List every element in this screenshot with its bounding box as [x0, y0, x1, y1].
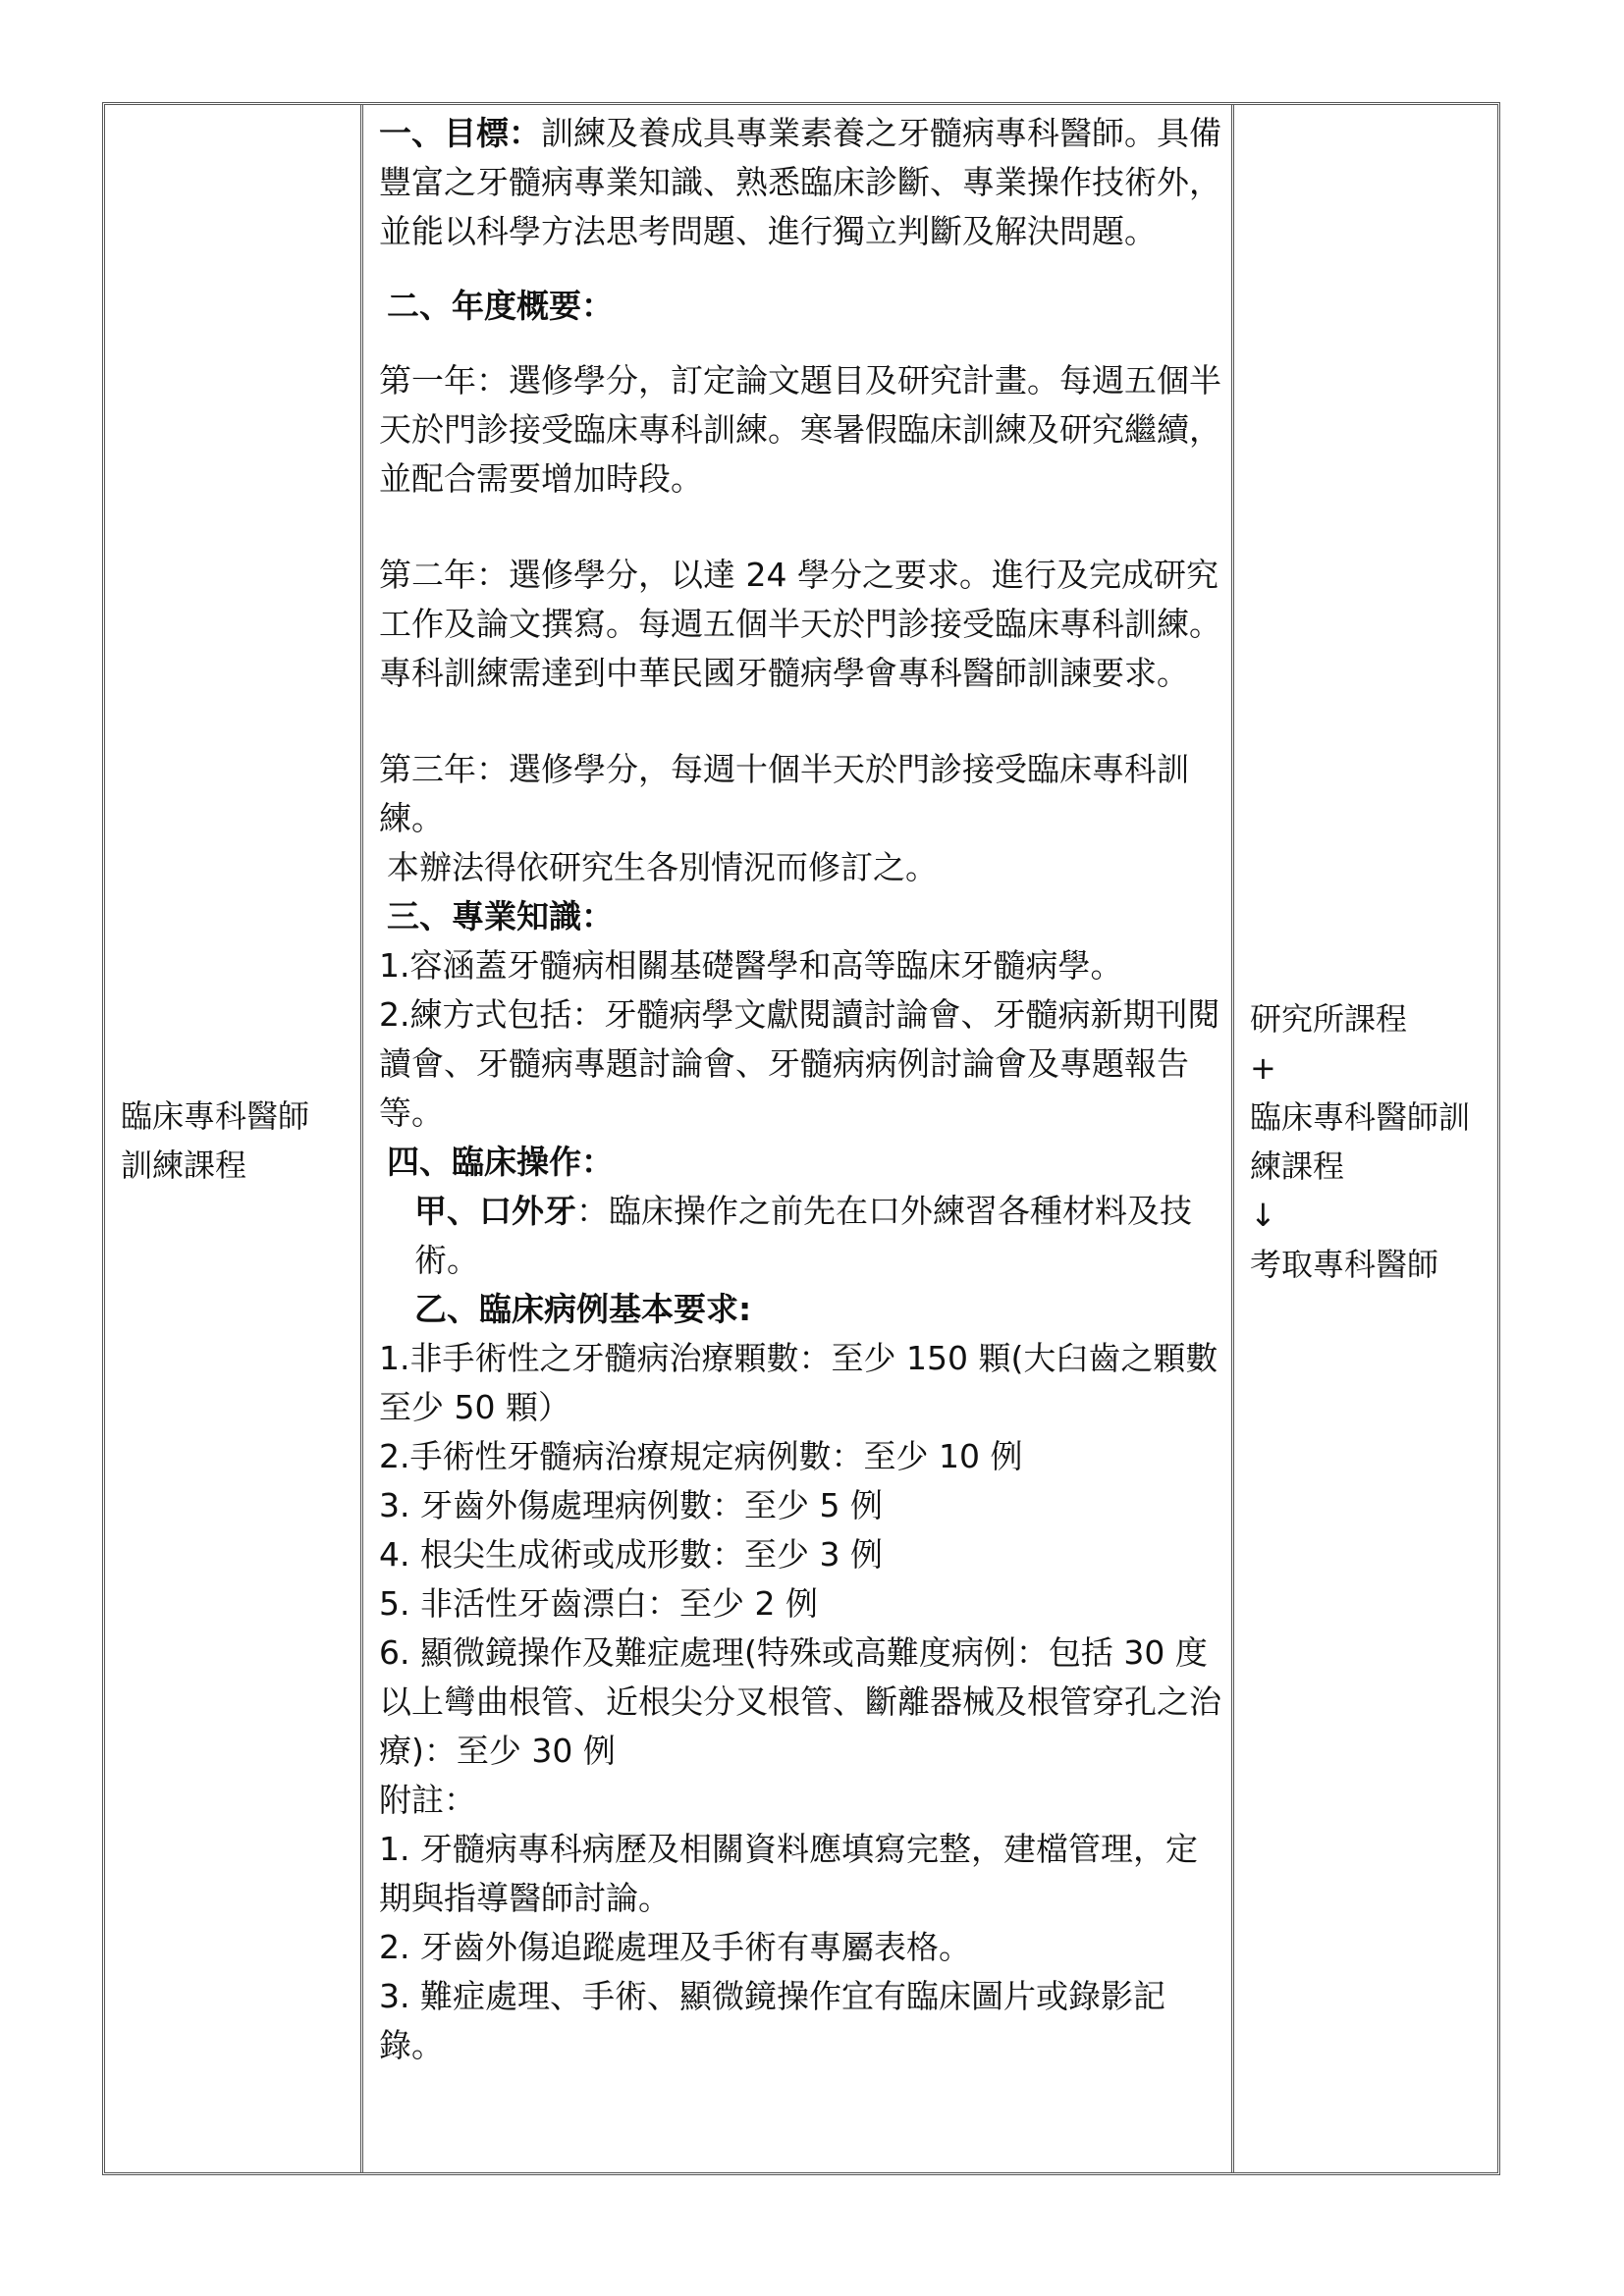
course-name-line2: 訓練課程: [121, 1147, 247, 1184]
knowledge-heading: 三、專業知識：: [387, 897, 614, 935]
pathway-line1: 研究所課程: [1250, 1000, 1408, 1038]
year1-text: 第一年：選修學分，訂定論文題目及研究計畫。每週五個半天於門診接受臨床專科訓練。寒暑假臨床訓練及研究繼續，並配合需要增加時段。: [379, 361, 1221, 498]
down-arrow-icon: ↓: [1250, 1197, 1276, 1234]
extraoral-heading: 甲、口外牙: [414, 1192, 576, 1230]
note-3: 3. 難症處理、手術、顯微鏡操作宜有臨床圖片或錄影記錄。: [379, 1977, 1165, 2064]
content-body: [379, 109, 1223, 2070]
curriculum-table: [102, 102, 1500, 2175]
annual-overview-heading: 二、年度概要：: [387, 287, 614, 325]
requirement-6: 6. 顯微鏡操作及難症處理(特殊或高難度病例：包括 30 度以上彎曲根管、近根尖分叉根管、斷離器械及根管穿孔之治療)：至少 30 例: [379, 1633, 1221, 1770]
requirement-4: 4. 根尖生成術或成形數：至少 3 例: [379, 1535, 883, 1574]
goal-heading: 一、目標：: [379, 114, 541, 152]
requirement-3: 3. 牙齒外傷處理病例數：至少 5 例: [379, 1486, 883, 1524]
left-column: [105, 105, 360, 2172]
knowledge-item-1: 1.容涵蓋牙髓病相關基礎醫學和高等臨床牙髓病學。: [379, 946, 1123, 985]
extraoral-paragraph: [379, 1187, 1223, 1285]
right-column: [1234, 105, 1497, 2172]
notes-heading: 附註：: [379, 1781, 476, 1819]
pathway-line2: 臨床專科醫師訓: [1250, 1098, 1471, 1136]
course-name-line1: 臨床專科醫師: [121, 1097, 310, 1135]
requirement-2: 2.手術性牙髓病治療規定病例數：至少 10 例: [379, 1437, 1023, 1475]
plus-sign: +: [1250, 1049, 1276, 1087]
requirement-5: 5. 非活性牙齒漂白：至少 2 例: [379, 1584, 818, 1623]
year3-text: 第三年：選修學分，每週十個半天於門診接受臨床專科訓練。: [379, 750, 1189, 837]
note-2: 2. 牙齒外傷追蹤處理及手術有專屬表格。: [379, 1928, 971, 1966]
requirement-1: 1.非手術性之牙髓病治療顆數：至少 150 顆(大臼齒之顆數至少 50 顆）: [379, 1339, 1218, 1426]
note-1: 1. 牙髓病專科病歷及相關資料應填寫完整，建檔管理，定期與指導醫師討論。: [379, 1830, 1198, 1917]
course-name-label: [121, 1092, 347, 1190]
extraoral-text: ：臨床操作之前先在口外練習各種材料及技術。: [414, 1192, 1192, 1279]
goal-paragraph: [379, 109, 1223, 256]
case-requirements-heading: 乙、臨床病例基本要求:: [414, 1290, 752, 1328]
pathway-label: [1250, 994, 1495, 1289]
clinical-heading: 四、臨床操作：: [387, 1143, 614, 1181]
knowledge-item-2: 2.練方式包括：牙髓病學文獻閱讀討論會、牙髓病新期刊閱讀會、牙髓病專題討論會、牙髓病病例討論會及專題報告等。: [379, 995, 1220, 1132]
year2-text: 第二年：選修學分，以達 24 學分之要求。進行及完成研究工作及論文撰寫。每週五個半天於門診接受臨床專科訓練。專科訓練需達到中華民國牙髓病學會專科醫師訓諫要求。: [379, 556, 1221, 692]
goal-text: 訓練及養成具專業素養之牙髓病專科醫師。具備豐富之牙髓病專業知識、熟悉臨床診斷、專業操作技術外，並能以科學方法思考問題、進行獨立判斷及解決問題。: [379, 114, 1221, 250]
content-column: [360, 105, 1234, 2172]
pathway-line3: 練課程: [1250, 1148, 1345, 1185]
pathway-line4: 考取專科醫師: [1250, 1246, 1439, 1283]
revision-note: 本辦法得依研究生各別情況而修訂之。: [387, 848, 938, 886]
